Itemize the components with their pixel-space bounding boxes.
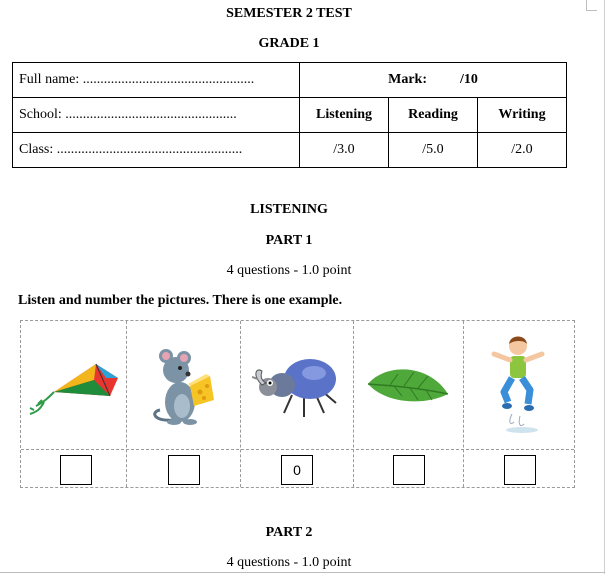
listening-heading: LISTENING [250,202,328,217]
class-cell[interactable] [13,133,300,168]
class-label: Class: [19,142,54,157]
school-dots: ................................................. [65,107,237,122]
page-bottom-edge [0,572,605,573]
leaf-icon [364,360,454,410]
picture-jumping-boy [464,321,574,449]
reading-score: /5.0 [389,133,478,168]
full-name-label: Full name: [19,72,80,87]
class-dots: ..................................................... [56,142,243,157]
picture-beetle [241,321,353,449]
mouse-icon [144,340,224,430]
picture-leaf [354,321,463,449]
answer-box[interactable] [168,455,200,485]
part1-title: PART 1 [265,233,313,248]
answer-box[interactable] [393,455,425,485]
mark-label: Mark: [388,72,427,87]
full-name-dots: ................................................. [82,72,255,87]
grid-row-divider [21,449,574,450]
test-title: SEMESTER 2 TEST [226,6,352,21]
part1-instruction: Listen and number the pictures. There is one example. [18,293,343,308]
listening-score: /3.0 [300,133,389,168]
kite-icon [26,340,122,430]
mark-cell [300,63,567,98]
part2-title: PART 2 [265,525,313,540]
answer-box[interactable] [60,455,92,485]
part2-points: 4 questions - 1.0 point [226,555,352,570]
writing-score: /2.0 [478,133,567,168]
school-label: School: [19,107,62,122]
mark-total: /10 [460,72,478,87]
picture-mouse [127,321,240,449]
answer-box[interactable] [504,455,536,485]
part1-points: 4 questions - 1.0 point [226,263,352,278]
full-name-cell[interactable] [13,63,300,98]
reading-header: Reading [389,98,478,133]
grade-title: GRADE 1 [258,36,320,51]
corner-mark [586,0,597,11]
beetle-icon [252,345,342,425]
school-cell[interactable] [13,98,300,133]
writing-header: Writing [478,98,567,133]
picture-grid [20,320,575,488]
listening-header: Listening [300,98,389,133]
student-info-table [12,62,567,168]
answer-box-example: 0 [281,455,313,485]
picture-kite [21,321,126,449]
jumping-boy-icon [484,330,554,440]
